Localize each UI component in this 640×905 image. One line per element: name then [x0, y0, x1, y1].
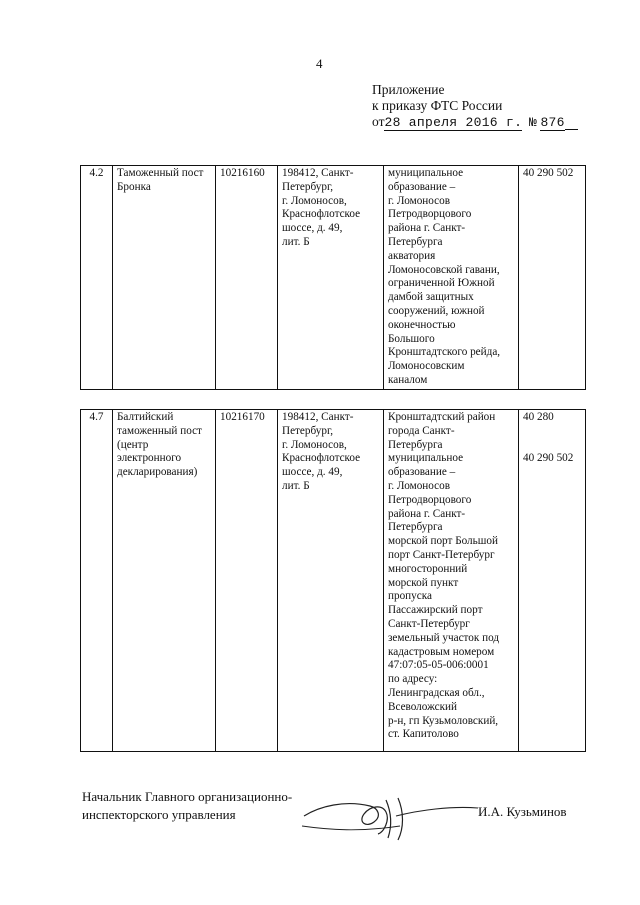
post-code-text: 10216170 [220, 411, 265, 423]
cell-line: морской порт Большой [388, 535, 498, 548]
signature-title [82, 788, 292, 824]
cell-line: пропуска [388, 590, 432, 603]
cell-line: Кронштадтский район [388, 411, 496, 423]
cell-line [523, 439, 581, 453]
cell-line: 47:07:05-05-006:0001 [388, 659, 489, 672]
customs-table-2 [80, 409, 586, 752]
cell-line: ст. Капитолово [388, 728, 459, 741]
signature-title-line2: инспекторского управления [82, 807, 236, 822]
cell-line: Петродворцового [388, 493, 472, 506]
address-cell [278, 410, 384, 752]
cell-line: образование – [388, 466, 456, 479]
cell-line: Таможенный пост [117, 167, 204, 179]
cell-line: Кронштадтского рейда, [388, 346, 501, 359]
cell-line: шоссе, д. 49, [282, 466, 343, 479]
cell-line: Петербург, [282, 180, 334, 193]
cell-line: Петродворцового [388, 208, 472, 221]
cell-line: Большого [388, 332, 435, 345]
cell-line: порт Санкт-Петербург [388, 548, 495, 561]
area-cell [384, 410, 519, 752]
cell-line: многосторонний [388, 562, 468, 575]
cell-line: Пассажирский порт [388, 604, 483, 617]
cell-line: района г. Санкт- [388, 222, 466, 235]
cell-line: Петербурга [388, 521, 443, 534]
cell-line: 40 280 [523, 411, 554, 423]
cell-line: каналом [388, 373, 428, 386]
cell-line: Петербург, [282, 424, 334, 437]
header-appendix: Приложение [372, 82, 445, 97]
cell-line: г. Ломоносов [388, 194, 450, 207]
cell-line: шоссе, д. 49, [282, 222, 343, 235]
cell-line: Петербурга [388, 438, 443, 451]
cell-line: муниципальное [388, 452, 464, 465]
handwritten-signature [300, 786, 490, 846]
cell-line: Ленинградская обл., [388, 686, 485, 699]
post-code-cell [216, 166, 278, 390]
cell-line: Санкт-Петербург [388, 617, 470, 630]
address-cell [278, 166, 384, 390]
cell-line: муниципальное [388, 167, 464, 179]
cell-line: дамбой защитных [388, 291, 474, 304]
header-date-line [372, 114, 578, 131]
cell-line: района г. Санкт- [388, 507, 466, 520]
cell-line: (центр [117, 438, 149, 451]
cell-line: морской пункт [388, 576, 459, 589]
table-row [81, 166, 586, 390]
signature-title-line1: Начальник Главного организационно- [82, 789, 293, 804]
area-cell [384, 166, 519, 390]
cell-line: Краснофлотское [282, 208, 361, 221]
cell-line: г. Ломоносов, [282, 194, 347, 207]
cell-line: Всеволожский [388, 700, 457, 713]
post-code-text: 10216160 [220, 167, 265, 179]
post-name-cell [113, 410, 216, 752]
cell-line: лит. Б [282, 479, 310, 492]
cell-line: оконечностью [388, 318, 456, 331]
row-number [81, 166, 113, 390]
cell-line: Ломоносовским [388, 360, 465, 373]
cell-line: 40 290 502 [523, 167, 574, 179]
cell-line: кадастровым номером [388, 645, 495, 658]
header-order-ref: к приказу ФТС России [372, 98, 503, 113]
row-number-text: 4.2 [89, 167, 104, 179]
cell-line: Балтийский [117, 411, 174, 423]
cell-line: города Санкт- [388, 424, 455, 437]
cell-line: образование – [388, 180, 456, 193]
cell-line: р-н, гп Кузьмоловский, [388, 714, 499, 727]
cell-line: по адресу: [388, 673, 438, 686]
page-number: 4 [316, 56, 323, 71]
header-number-sign: № [528, 115, 538, 130]
row-number-text: 4.7 [89, 411, 104, 423]
cell-line: Ломоносовской гавани, [388, 263, 500, 276]
cell-line: Краснофлотское [282, 452, 361, 465]
cell-line: лит. Б [282, 235, 310, 248]
signatory-name: И.А. Кузьминов [478, 804, 567, 819]
cell-line: г. Ломоносов, [282, 438, 347, 451]
cell-line: сооружений, южной [388, 304, 485, 317]
row-number [81, 410, 113, 752]
cell-line: 40 290 502 [523, 452, 574, 465]
cell-line: земельный участок под [388, 631, 500, 644]
cell-line: Петербурга [388, 235, 443, 248]
post-name-cell [113, 166, 216, 390]
oktmo-cell [519, 166, 586, 390]
cell-line: акватория [388, 249, 436, 262]
oktmo-cell [519, 410, 586, 752]
cell-line: декларирования) [117, 466, 198, 479]
document-header [372, 82, 578, 131]
header-date: 28 апреля 2016 г. [384, 115, 523, 130]
customs-table-1 [80, 165, 586, 390]
cell-line [523, 425, 581, 439]
cell-line: ограниченной Южной [388, 277, 495, 290]
post-code-cell [216, 410, 278, 752]
cell-line: г. Ломоносов [388, 479, 450, 492]
header-number: 876 [540, 115, 565, 130]
cell-line: электронного [117, 452, 182, 465]
cell-line: 198412, Санкт- [282, 167, 354, 179]
cell-line: Бронка [117, 180, 151, 193]
cell-line: 198412, Санкт- [282, 411, 354, 423]
table-row [81, 410, 586, 752]
header-from-prefix: от [372, 114, 385, 129]
cell-line: таможенный пост [117, 424, 202, 437]
